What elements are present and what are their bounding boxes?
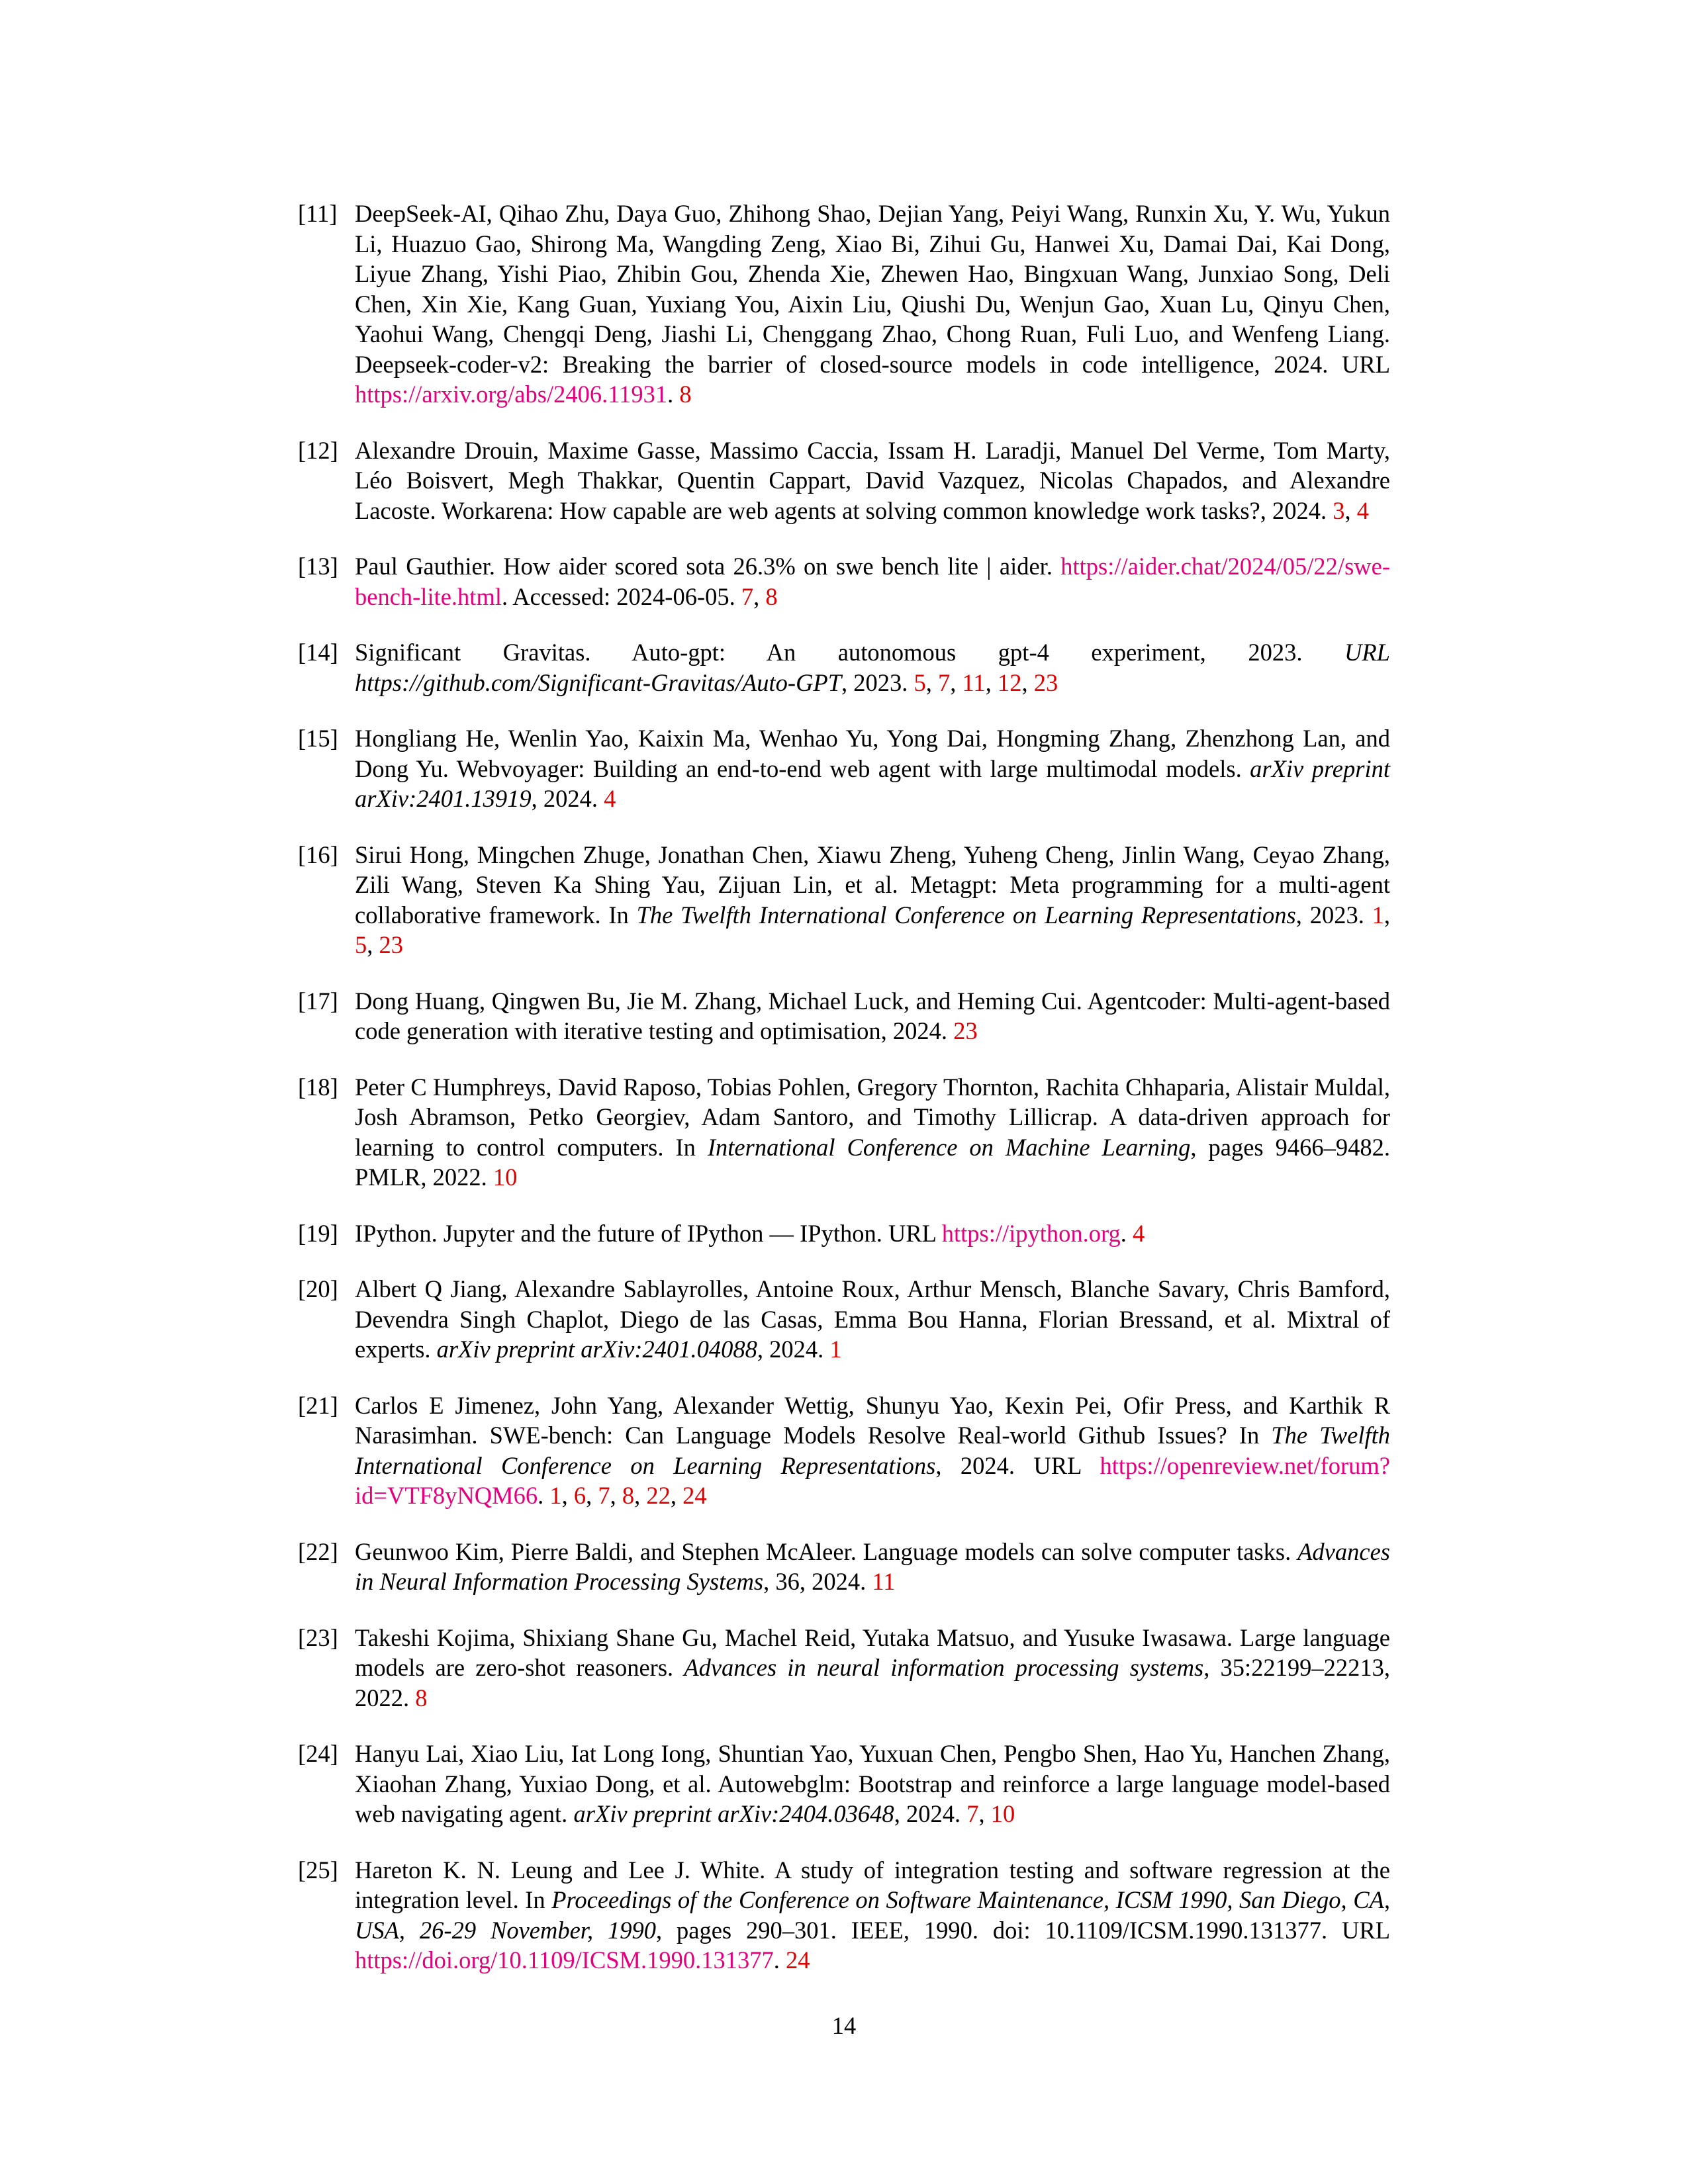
reference-segment: , bbox=[925, 668, 939, 696]
reference-segment: Hanyu Lai, Xiao Liu, Iat Long Iong, Shuntian Yao, Yuxuan Chen, Pengbo Shen, Hao Yu, Hanchen Zhang, Xiaohan Zhang, Yuxiao Dong, et al. Autowebglm: Bootstrap and reinforce a large language model-based web navigating agent. bbox=[355, 1740, 1390, 1827]
reference-segment: Dong Huang, Qingwen Bu, Jie M. Zhang, Michael Luck, and Heming Cui. Agentcoder: Multi-agent-based code generation with iterative testing and optimisation, 2024. bbox=[355, 987, 1390, 1044]
backref-page-link[interactable]: 10 bbox=[990, 1800, 1015, 1827]
reference-number: [23] bbox=[298, 1623, 338, 1651]
reference-segment: . bbox=[773, 1946, 786, 1974]
backref-page-link[interactable]: 5 bbox=[355, 931, 367, 958]
reference-segment: , 2024. bbox=[757, 1336, 830, 1363]
backref-page-link[interactable]: 8 bbox=[415, 1684, 428, 1711]
backref-page-link[interactable]: 23 bbox=[379, 931, 403, 958]
reference-segment: , pages 9466–9482. PMLR, 2022. bbox=[355, 1133, 1390, 1191]
reference-venue: URL https://github.com/Significant-Gravitas/Auto-GPT bbox=[355, 639, 1390, 696]
reference-segment: , 2024. URL bbox=[935, 1451, 1100, 1479]
reference-entry bbox=[298, 435, 1390, 526]
reference-entry bbox=[298, 1218, 1390, 1249]
reference-entry bbox=[298, 1739, 1390, 1829]
reference-segment: , bbox=[753, 582, 766, 610]
reference-number: [14] bbox=[298, 639, 338, 666]
backref-page-link[interactable]: 4 bbox=[1133, 1219, 1145, 1247]
backref-page-link[interactable]: 7 bbox=[741, 582, 754, 610]
backref-page-link[interactable]: 22 bbox=[646, 1482, 671, 1509]
reference-text bbox=[355, 1274, 1390, 1365]
reference-entry bbox=[298, 637, 1390, 698]
reference-number: [17] bbox=[298, 987, 338, 1015]
reference-text bbox=[355, 199, 1390, 410]
reference-number: [24] bbox=[298, 1740, 338, 1767]
reference-entry bbox=[298, 840, 1390, 960]
backref-page-link[interactable]: 11 bbox=[872, 1568, 896, 1595]
reference-segment: , 36, 2024. bbox=[763, 1568, 872, 1595]
reference-number: [15] bbox=[298, 725, 338, 752]
reference-number: [25] bbox=[298, 1856, 338, 1884]
backref-page-link[interactable]: 7 bbox=[938, 668, 951, 696]
reference-segment: Hareton K. N. Leung and Lee J. White. A study of integration testing and software regression at the integration level. In bbox=[355, 1856, 1390, 1913]
reference-url-link[interactable]: https://ipython.org bbox=[941, 1219, 1121, 1247]
reference-segment: Hongliang He, Wenlin Yao, Kaixin Ma, Wenhao Yu, Yong Dai, Hongming Zhang, Zhenzhong Lan, and Dong Yu. Webvoyager: Building an end-to-end web agent with large multimodal models. bbox=[355, 725, 1390, 782]
backref-page-link[interactable]: 11 bbox=[962, 668, 986, 696]
backref-page-link[interactable]: 24 bbox=[785, 1946, 810, 1974]
backref-page-link[interactable]: 8 bbox=[622, 1482, 635, 1509]
reference-url-link[interactable]: https://aider.chat/2024/05/22/swe-bench-lite.html bbox=[355, 553, 1390, 610]
reference-segment: , bbox=[610, 1482, 622, 1509]
reference-text bbox=[355, 1855, 1390, 1976]
reference-venue: The Twelfth International Conference on Learning Representations bbox=[355, 1422, 1391, 1479]
reference-segment: . Accessed: 2024-06-05. bbox=[501, 582, 741, 610]
reference-url-link[interactable]: https://doi.org/10.1109/ICSM.1990.131377 bbox=[355, 1946, 774, 1974]
backref-page-link[interactable]: 10 bbox=[492, 1163, 518, 1191]
reference-text bbox=[355, 435, 1390, 526]
backref-page-link[interactable]: 1 bbox=[829, 1336, 842, 1363]
reference-entry bbox=[298, 551, 1390, 612]
reference-list bbox=[298, 199, 1390, 2001]
reference-number: [18] bbox=[298, 1073, 338, 1101]
reference-text bbox=[355, 840, 1390, 960]
reference-number: [13] bbox=[298, 553, 338, 580]
reference-entry bbox=[298, 1072, 1390, 1193]
reference-text bbox=[355, 1537, 1390, 1597]
reference-url-link[interactable]: https://openreview.net/forum?id=VTF8yNQM66 bbox=[355, 1451, 1390, 1509]
reference-segment: Geunwoo Kim, Pierre Baldi, and Stephen McAleer. Language models can solve computer tasks. bbox=[355, 1537, 1298, 1565]
reference-segment: , bbox=[586, 1482, 598, 1509]
reference-segment: , 2023. bbox=[1295, 901, 1372, 929]
reference-venue: Advances in Neural Information Processing Systems bbox=[355, 1537, 1390, 1595]
reference-text bbox=[355, 723, 1390, 814]
reference-segment: , bbox=[1383, 901, 1391, 929]
reference-number: [21] bbox=[298, 1391, 338, 1419]
reference-text bbox=[355, 986, 1390, 1046]
reference-segment: , bbox=[367, 931, 379, 958]
reference-segment: Significant Gravitas. Auto-gpt: An autonomous gpt-4 experiment, 2023. bbox=[355, 639, 1345, 666]
reference-venue: Advances in neural information processing systems bbox=[684, 1654, 1204, 1681]
reference-segment: , bbox=[670, 1482, 683, 1509]
reference-segment: . bbox=[538, 1482, 550, 1509]
reference-segment: , bbox=[950, 668, 962, 696]
backref-page-link[interactable]: 4 bbox=[1356, 496, 1369, 524]
reference-segment: Sirui Hong, Mingchen Zhuge, Jonathan Chen, Xiawu Zheng, Yuheng Cheng, Jinlin Wang, Ceyao Zhang, Zili Wang, Steven Ka Shing Yau, Zijuan Lin, et al. Metagpt: Meta programming for a multi-agent collaborative framework. In bbox=[355, 841, 1390, 929]
reference-venue: arXiv preprint arXiv:2404.03648 bbox=[573, 1800, 894, 1827]
reference-segment: , 2024. bbox=[894, 1800, 967, 1827]
reference-entry bbox=[298, 723, 1390, 814]
reference-number: [11] bbox=[298, 200, 338, 227]
backref-page-link[interactable]: 1 bbox=[1372, 901, 1384, 929]
backref-page-link[interactable]: 7 bbox=[598, 1482, 610, 1509]
reference-segment: , 35:22199–22213, 2022. bbox=[355, 1654, 1390, 1711]
backref-page-link[interactable]: 6 bbox=[573, 1482, 586, 1509]
reference-entry bbox=[298, 199, 1390, 410]
backref-page-link[interactable]: 23 bbox=[953, 1017, 978, 1044]
reference-segment: . bbox=[667, 381, 680, 408]
reference-segment: Alexandre Drouin, Maxime Gasse, Massimo Caccia, Issam H. Laradji, Manuel Del Verme, Tom Marty, Léo Boisvert, Megh Thakkar, Quentin Cappart, David Vazquez, Nicolas Chapados, and Alexandre Lacoste. Workarena: How capable are web agents at solving common knowledge work tasks?, 2024. bbox=[355, 436, 1390, 524]
reference-text bbox=[355, 551, 1390, 612]
reference-segment: , pages 290–301. IEEE, 1990. doi: 10.1109/ICSM.1990.131377. URL bbox=[655, 1916, 1390, 1944]
reference-venue: arXiv preprint arXiv:2401.13919 bbox=[355, 754, 1390, 812]
reference-text bbox=[355, 637, 1390, 698]
backref-page-link[interactable]: 24 bbox=[682, 1482, 707, 1509]
reference-text bbox=[355, 1218, 1390, 1249]
reference-segment: Albert Q Jiang, Alexandre Sablayrolles, Antoine Roux, Arthur Mensch, Blanche Savary, Chris Bamford, Devendra Singh Chaplot, Diego de las Casas, Emma Bou Hanna, Florian Bressand, et al. Mixtral of experts. bbox=[355, 1275, 1390, 1363]
reference-segment: , bbox=[561, 1482, 574, 1509]
backref-page-link[interactable]: 8 bbox=[679, 381, 692, 408]
reference-segment: , bbox=[1021, 668, 1034, 696]
reference-venue: arXiv preprint arXiv:2401.04088 bbox=[436, 1336, 757, 1363]
reference-segment: , 2023. bbox=[841, 668, 914, 696]
reference-segment: Peter C Humphreys, David Raposo, Tobias Pohlen, Gregory Thornton, Rachita Chhaparia, Alistair Muldal, Josh Abramson, Petko Georgiev, Adam Santoro, and Timothy Lillicrap. A data-driven approach for learning to control computers. In bbox=[355, 1073, 1390, 1161]
reference-number: [19] bbox=[298, 1219, 338, 1247]
reference-text bbox=[355, 1739, 1390, 1829]
reference-segment: Takeshi Kojima, Shixiang Shane Gu, Machel Reid, Yutaka Matsuo, and Yusuke Iwasawa. Large language models are zero-shot reasoners. bbox=[355, 1623, 1390, 1681]
reference-entry bbox=[298, 1537, 1390, 1597]
reference-segment: . bbox=[1120, 1219, 1133, 1247]
backref-page-link[interactable]: 23 bbox=[1033, 668, 1058, 696]
page-number: 14 bbox=[831, 2012, 857, 2039]
reference-text bbox=[355, 1072, 1390, 1193]
reference-segment: , bbox=[985, 668, 998, 696]
reference-number: [22] bbox=[298, 1537, 338, 1565]
reference-entry bbox=[298, 1274, 1390, 1365]
reference-segment: , bbox=[1344, 496, 1357, 524]
reference-segment: Carlos E Jimenez, John Yang, Alexander Wettig, Shunyu Yao, Kexin Pei, Ofir Press, and Karthik R Narasimhan. SWE-bench: Can Language Models Resolve Real-world Github Issues? In bbox=[355, 1391, 1390, 1449]
reference-entry bbox=[298, 1623, 1390, 1713]
reference-number: [16] bbox=[298, 841, 338, 868]
reference-segment: DeepSeek-AI, Qihao Zhu, Daya Guo, Zhihong Shao, Dejian Yang, Peiyi Wang, Runxin Xu, Y. Wu, Yukun Li, Huazuo Gao, Shirong Ma, Wangding Zeng, Xiao Bi, Zihui Gu, Hanwei Xu, Damai Dai, Kai Dong, Liyue Zhang, Yishi Piao, Zhibin Gou, Zhenda Xie, Zhewen Hao, Bingxuan Wang, Junxiao Song, Deli Chen, Xin Xie, Kang Guan, Yuxiang You, Aixin Liu, Qiushi Du, Wenjun Gao, Xuan Lu, Qinyu Chen, Yaohui Wang, Chengqi Deng, Jiashi Li, Chenggang Zhao, Chong Ruan, Fuli Luo, and Wenfeng Liang. Deepseek-coder-v2: Breaking the barrier of closed-source models in code intelligence, 2024. URL bbox=[355, 200, 1390, 378]
reference-entry bbox=[298, 1390, 1390, 1511]
reference-url-link[interactable]: https://arxiv.org/abs/2406.11931 bbox=[355, 381, 668, 408]
reference-number: [20] bbox=[298, 1275, 338, 1302]
reference-segment: Paul Gauthier. How aider scored sota 26.3% on swe bench lite | aider. bbox=[355, 553, 1061, 580]
reference-number: [12] bbox=[298, 436, 338, 464]
backref-page-link[interactable]: 12 bbox=[997, 668, 1022, 696]
reference-segment: , 2024. bbox=[531, 785, 604, 812]
backref-page-link[interactable]: 5 bbox=[914, 668, 926, 696]
backref-page-link[interactable]: 8 bbox=[765, 582, 778, 610]
reference-segment: IPython. Jupyter and the future of IPython — IPython. URL bbox=[355, 1219, 942, 1247]
backref-page-link[interactable]: 4 bbox=[604, 785, 616, 812]
reference-venue: The Twelfth International Conference on Learning Representations bbox=[636, 901, 1296, 929]
reference-segment: , bbox=[634, 1482, 647, 1509]
reference-entry bbox=[298, 1855, 1390, 1976]
reference-venue: Proceedings of the Conference on Software Maintenance, ICSM 1990, San Diego, CA, USA, 26-29 November, 1990 bbox=[355, 1886, 1390, 1944]
reference-segment: , bbox=[978, 1800, 991, 1827]
reference-entry bbox=[298, 986, 1390, 1046]
backref-page-link[interactable]: 3 bbox=[1333, 496, 1345, 524]
reference-venue: International Conference on Machine Learning bbox=[707, 1133, 1191, 1161]
reference-text bbox=[355, 1390, 1390, 1511]
reference-text bbox=[355, 1623, 1390, 1713]
backref-page-link[interactable]: 7 bbox=[966, 1800, 979, 1827]
backref-page-link[interactable]: 1 bbox=[549, 1482, 562, 1509]
